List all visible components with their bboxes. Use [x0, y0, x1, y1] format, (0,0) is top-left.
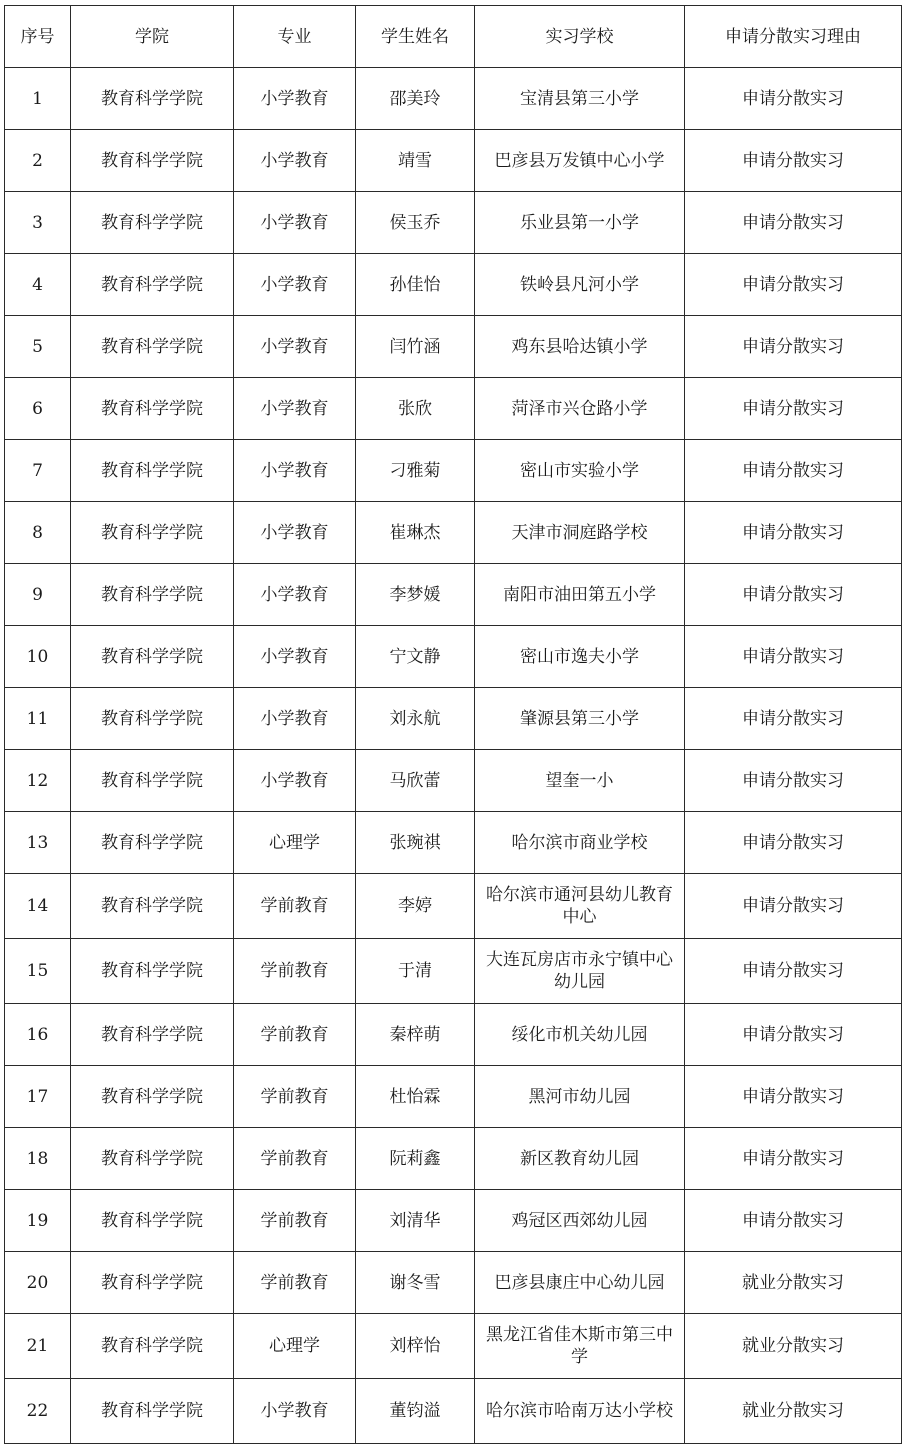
cell-internship-school — [475, 1314, 685, 1379]
cell-college: 教育科学学院 — [71, 254, 234, 316]
cell-college: 教育科学学院 — [71, 68, 234, 130]
cell-reason: 申请分散实习 — [685, 68, 902, 130]
cell-major: 小学教育 — [234, 626, 356, 688]
cell-college: 教育科学学院 — [71, 1004, 234, 1066]
cell-reason: 申请分散实习 — [685, 378, 902, 440]
table-row — [5, 192, 902, 254]
school-text: 望奎一小 — [545, 770, 614, 791]
cell-reason: 申请分散实习 — [685, 1004, 902, 1066]
table-row — [5, 316, 902, 378]
table-row — [5, 68, 902, 130]
table-row — [5, 939, 902, 1004]
cell-college: 教育科学学院 — [71, 1379, 234, 1444]
cell-college: 教育科学学院 — [71, 192, 234, 254]
table-row — [5, 440, 902, 502]
cell-student-name: 谢冬雪 — [356, 1252, 475, 1314]
cell-college: 教育科学学院 — [71, 1066, 234, 1128]
cell-student-name: 张欣 — [356, 378, 475, 440]
cell-reason: 申请分散实习 — [685, 440, 902, 502]
cell-student-name: 刘永航 — [356, 688, 475, 750]
cell-internship-school — [475, 1066, 685, 1128]
cell-reason: 申请分散实习 — [685, 1190, 902, 1252]
cell-major: 心理学 — [234, 1314, 356, 1379]
cell-internship-school — [475, 254, 685, 316]
table-row — [5, 564, 902, 626]
table-row — [5, 1066, 902, 1128]
school-text: 密山市逸夫小学 — [520, 646, 639, 667]
cell-major: 学前教育 — [234, 1190, 356, 1252]
cell-college: 教育科学学院 — [71, 1252, 234, 1314]
cell-student-name: 于清 — [356, 939, 475, 1004]
cell-major: 学前教育 — [234, 1128, 356, 1190]
cell-internship-school — [475, 316, 685, 378]
cell-student-name: 刁雅菊 — [356, 440, 475, 502]
cell-no: 15 — [5, 939, 71, 1004]
school-text: 南阳市油田第五小学 — [503, 584, 656, 605]
cell-internship-school — [475, 68, 685, 130]
table-row — [5, 688, 902, 750]
school-text: 菏泽市兴仓路小学 — [511, 398, 648, 419]
school-text: 肇源县第三小学 — [520, 708, 639, 729]
school-text: 铁岭县凡河小学 — [520, 274, 639, 295]
cell-major: 小学教育 — [234, 688, 356, 750]
school-text: 巴彦县康庄中心幼儿园 — [494, 1272, 665, 1293]
cell-no: 13 — [5, 812, 71, 874]
cell-internship-school — [475, 688, 685, 750]
cell-no: 21 — [5, 1314, 71, 1379]
header-reason: 申请分散实习理由 — [685, 6, 902, 68]
cell-reason: 申请分散实习 — [685, 192, 902, 254]
cell-reason: 申请分散实习 — [685, 939, 902, 1004]
cell-no: 14 — [5, 874, 71, 939]
cell-college: 教育科学学院 — [71, 564, 234, 626]
cell-reason: 申请分散实习 — [685, 316, 902, 378]
cell-no: 20 — [5, 1252, 71, 1314]
table-row — [5, 1252, 902, 1314]
cell-no: 7 — [5, 440, 71, 502]
cell-major: 学前教育 — [234, 1066, 356, 1128]
cell-student-name: 张琬祺 — [356, 812, 475, 874]
cell-reason: 申请分散实习 — [685, 812, 902, 874]
cell-no: 10 — [5, 626, 71, 688]
cell-reason: 申请分散实习 — [685, 688, 902, 750]
table-row — [5, 1004, 902, 1066]
cell-internship-school — [475, 130, 685, 192]
cell-major: 小学教育 — [234, 440, 356, 502]
school-text: 鸡冠区西郊幼儿园 — [511, 1210, 648, 1231]
cell-college: 教育科学学院 — [71, 316, 234, 378]
cell-internship-school — [475, 1190, 685, 1252]
table-row — [5, 130, 902, 192]
cell-internship-school — [475, 378, 685, 440]
cell-college: 教育科学学院 — [71, 1128, 234, 1190]
cell-student-name: 杜怡霖 — [356, 1066, 475, 1128]
cell-internship-school — [475, 626, 685, 688]
cell-no: 12 — [5, 750, 71, 812]
table-row — [5, 1314, 902, 1379]
cell-no: 22 — [5, 1379, 71, 1444]
cell-student-name: 孙佳怡 — [356, 254, 475, 316]
cell-major: 心理学 — [234, 812, 356, 874]
table-row — [5, 750, 902, 812]
header-no: 序号 — [5, 6, 71, 68]
header-student-name: 学生姓名 — [356, 6, 475, 68]
school-text: 绥化市机关幼儿园 — [511, 1024, 648, 1045]
cell-reason: 申请分散实习 — [685, 502, 902, 564]
cell-college: 教育科学学院 — [71, 939, 234, 1004]
cell-reason: 就业分散实习 — [685, 1252, 902, 1314]
cell-no: 4 — [5, 254, 71, 316]
cell-student-name: 崔琳杰 — [356, 502, 475, 564]
cell-college: 教育科学学院 — [71, 440, 234, 502]
cell-no: 3 — [5, 192, 71, 254]
table-row — [5, 1128, 902, 1190]
cell-college: 教育科学学院 — [71, 502, 234, 564]
cell-reason: 申请分散实习 — [685, 1066, 902, 1128]
cell-major: 小学教育 — [234, 130, 356, 192]
table-row — [5, 254, 902, 316]
cell-reason: 申请分散实习 — [685, 254, 902, 316]
cell-college: 教育科学学院 — [71, 1314, 234, 1379]
header-college: 学院 — [71, 6, 234, 68]
cell-internship-school — [475, 1128, 685, 1190]
cell-college: 教育科学学院 — [71, 626, 234, 688]
cell-no: 2 — [5, 130, 71, 192]
cell-no: 18 — [5, 1128, 71, 1190]
table-row — [5, 626, 902, 688]
cell-college: 教育科学学院 — [71, 750, 234, 812]
cell-no: 16 — [5, 1004, 71, 1066]
header-row — [5, 6, 902, 68]
school-text: 宝清县第三小学 — [520, 88, 639, 109]
school-text: 乐业县第一小学 — [520, 212, 639, 233]
cell-major: 小学教育 — [234, 192, 356, 254]
cell-reason: 申请分散实习 — [685, 626, 902, 688]
cell-college: 教育科学学院 — [71, 378, 234, 440]
cell-internship-school — [475, 192, 685, 254]
cell-internship-school — [475, 1004, 685, 1066]
cell-no: 17 — [5, 1066, 71, 1128]
cell-major: 学前教育 — [234, 874, 356, 939]
header-internship-school: 实习学校 — [475, 6, 685, 68]
school-text: 天津市洞庭路学校 — [511, 522, 648, 543]
school-text: 哈尔滨市商业学校 — [511, 832, 648, 853]
cell-student-name: 侯玉乔 — [356, 192, 475, 254]
cell-college: 教育科学学院 — [71, 688, 234, 750]
cell-student-name: 闫竹涵 — [356, 316, 475, 378]
school-text: 黑龙江省佳木斯市第三中学 — [486, 1325, 673, 1367]
cell-student-name: 刘清华 — [356, 1190, 475, 1252]
cell-major: 小学教育 — [234, 254, 356, 316]
cell-internship-school — [475, 874, 685, 939]
cell-reason: 就业分散实习 — [685, 1314, 902, 1379]
cell-reason: 申请分散实习 — [685, 874, 902, 939]
cell-reason: 就业分散实习 — [685, 1379, 902, 1444]
table-row — [5, 812, 902, 874]
school-text: 密山市实验小学 — [520, 460, 639, 481]
cell-no: 6 — [5, 378, 71, 440]
table-row — [5, 1190, 902, 1252]
cell-student-name: 李婷 — [356, 874, 475, 939]
school-text: 巴彦县万发镇中心小学 — [494, 150, 665, 171]
cell-major: 学前教育 — [234, 1252, 356, 1314]
cell-student-name: 秦梓萌 — [356, 1004, 475, 1066]
cell-major: 小学教育 — [234, 564, 356, 626]
school-text: 黑河市幼儿园 — [528, 1086, 631, 1107]
school-text: 大连瓦房店市永宁镇中心幼儿园 — [486, 950, 673, 992]
cell-student-name: 阮莉鑫 — [356, 1128, 475, 1190]
table-row — [5, 378, 902, 440]
table-row — [5, 502, 902, 564]
school-text: 哈尔滨市通河县幼儿教育中心 — [486, 885, 673, 927]
cell-student-name: 靖雪 — [356, 130, 475, 192]
cell-major: 小学教育 — [234, 316, 356, 378]
cell-student-name: 宁文静 — [356, 626, 475, 688]
cell-no: 8 — [5, 502, 71, 564]
cell-no: 19 — [5, 1190, 71, 1252]
cell-no: 1 — [5, 68, 71, 130]
cell-student-name: 李梦媛 — [356, 564, 475, 626]
cell-student-name: 董钧溢 — [356, 1379, 475, 1444]
cell-internship-school — [475, 440, 685, 502]
cell-college: 教育科学学院 — [71, 812, 234, 874]
cell-college: 教育科学学院 — [71, 874, 234, 939]
cell-no: 5 — [5, 316, 71, 378]
table-body — [5, 68, 902, 1444]
cell-internship-school — [475, 939, 685, 1004]
header-major: 专业 — [234, 6, 356, 68]
cell-major: 学前教育 — [234, 939, 356, 1004]
cell-internship-school — [475, 1252, 685, 1314]
cell-college: 教育科学学院 — [71, 130, 234, 192]
cell-reason: 申请分散实习 — [685, 750, 902, 812]
cell-major: 小学教育 — [234, 378, 356, 440]
cell-no: 9 — [5, 564, 71, 626]
cell-college: 教育科学学院 — [71, 1190, 234, 1252]
cell-internship-school — [475, 750, 685, 812]
cell-major: 小学教育 — [234, 502, 356, 564]
cell-student-name: 刘梓怡 — [356, 1314, 475, 1379]
school-text: 新区教育幼儿园 — [520, 1148, 639, 1169]
cell-internship-school — [475, 564, 685, 626]
internship-table — [4, 5, 902, 1444]
cell-internship-school — [475, 502, 685, 564]
table-row — [5, 1379, 902, 1444]
cell-major: 小学教育 — [234, 1379, 356, 1444]
cell-student-name: 邵美玲 — [356, 68, 475, 130]
table-row — [5, 874, 902, 939]
cell-reason: 申请分散实习 — [685, 1128, 902, 1190]
cell-major: 小学教育 — [234, 68, 356, 130]
cell-student-name: 马欣蕾 — [356, 750, 475, 812]
cell-internship-school — [475, 812, 685, 874]
cell-reason: 申请分散实习 — [685, 564, 902, 626]
school-text: 哈尔滨市哈南万达小学校 — [486, 1401, 673, 1421]
cell-no: 11 — [5, 688, 71, 750]
school-text: 鸡东县哈达镇小学 — [511, 336, 648, 357]
cell-major: 小学教育 — [234, 750, 356, 812]
cell-reason: 申请分散实习 — [685, 130, 902, 192]
cell-major: 学前教育 — [234, 1004, 356, 1066]
cell-internship-school — [475, 1379, 685, 1444]
